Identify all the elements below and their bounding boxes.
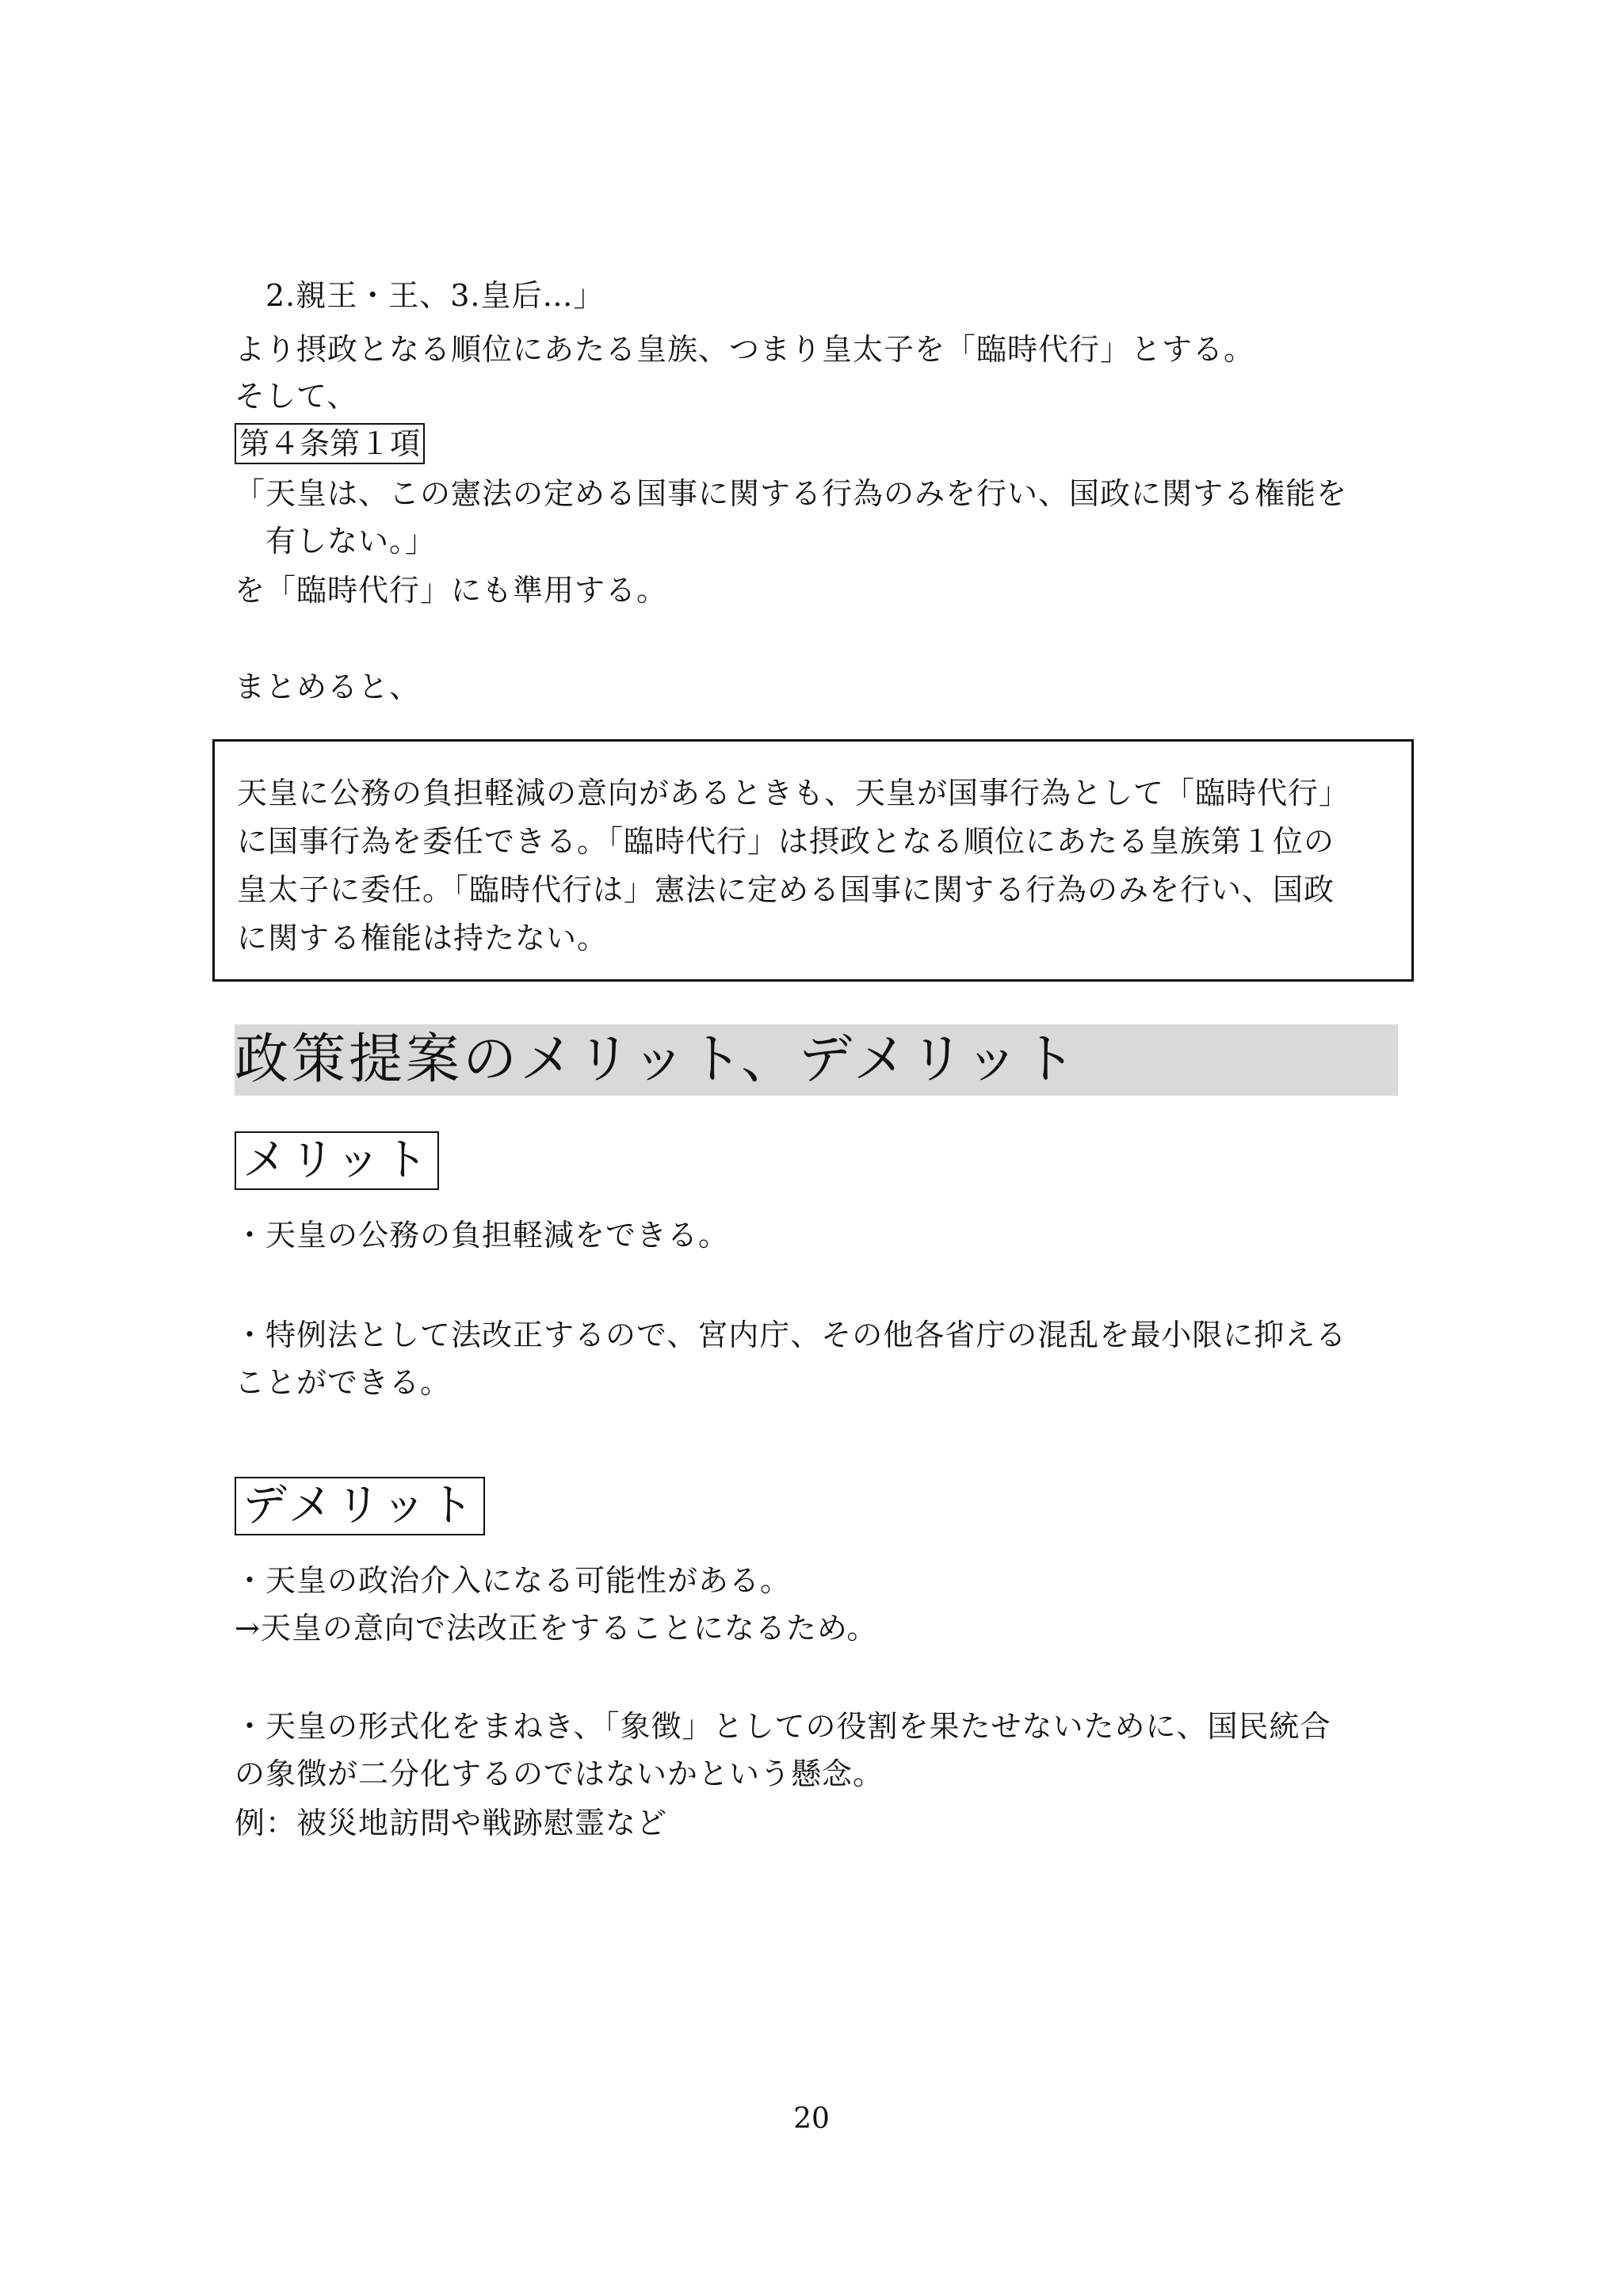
demerit-item-1: ・天皇の政治介入になる可能性がある。 [235,1563,792,1598]
merit-item-1: ・天皇の公務の負担軽減をできる。 [235,1218,730,1253]
summary-lead: まとめると、 [235,669,421,704]
summary-line-4: に関する権能は持たない。 [237,921,609,955]
summary-line-3: 皇太子に委任。「臨時代行は」憲法に定める国事に関する行為のみを行い、国政 [237,872,1335,907]
summary-box [212,739,1414,982]
intro-line-3: そして、 [235,379,358,414]
article-quote-line-1: 「天皇は、この憲法の定める国事に関する行為のみを行い、国政に関する権能を [235,476,1348,511]
demerit-example: 例：被災地訪問や戦跡慰霊など [235,1806,668,1840]
article-quote-line-2: 有しない。」 [265,524,437,559]
article-label: 第４条第１項 [235,423,425,464]
page-number: 20 [793,2103,830,2135]
after-quote-text: を「臨時代行」にも準用する。 [235,573,668,608]
summary-line-2: に国事行為を委任できる。「臨時代行」は摂政となる順位にあたる皇族第１位の [237,824,1335,859]
summary-line-1: 天皇に公務の負担軽減の意向があるときも、天皇が国事行為として「臨時代行」 [237,776,1350,810]
demerit-item-2-line-1: ・天皇の形式化をまねき、「象徴」としての役割を果たせないために、国民統合 [235,1709,1331,1744]
demerits-heading: デメリット [235,1477,485,1535]
demerit-item-1-note: →天皇の意向で法改正をすることになるため。 [235,1611,878,1646]
demerit-item-2-line-2: の象徴が二分化するのではないかという懸念。 [235,1756,884,1791]
merits-heading: メリット [235,1131,439,1190]
intro-line-2: より摂政となる順位にあたる皇族、つまり皇太子を「臨時代行」とする。 [235,332,1255,367]
section-title: 政策提案のメリット、デメリット [235,1028,1079,1091]
merit-item-2-line-1: ・特例法として法改正するので、宮内庁、その他各省庁の混乱を最小限に抑える [235,1318,1347,1352]
section-heading [235,1024,1398,1096]
intro-line-1: 2.親王・王、3.皇后…」 [265,278,605,313]
merit-item-2-line-2: ことができる。 [235,1365,452,1400]
